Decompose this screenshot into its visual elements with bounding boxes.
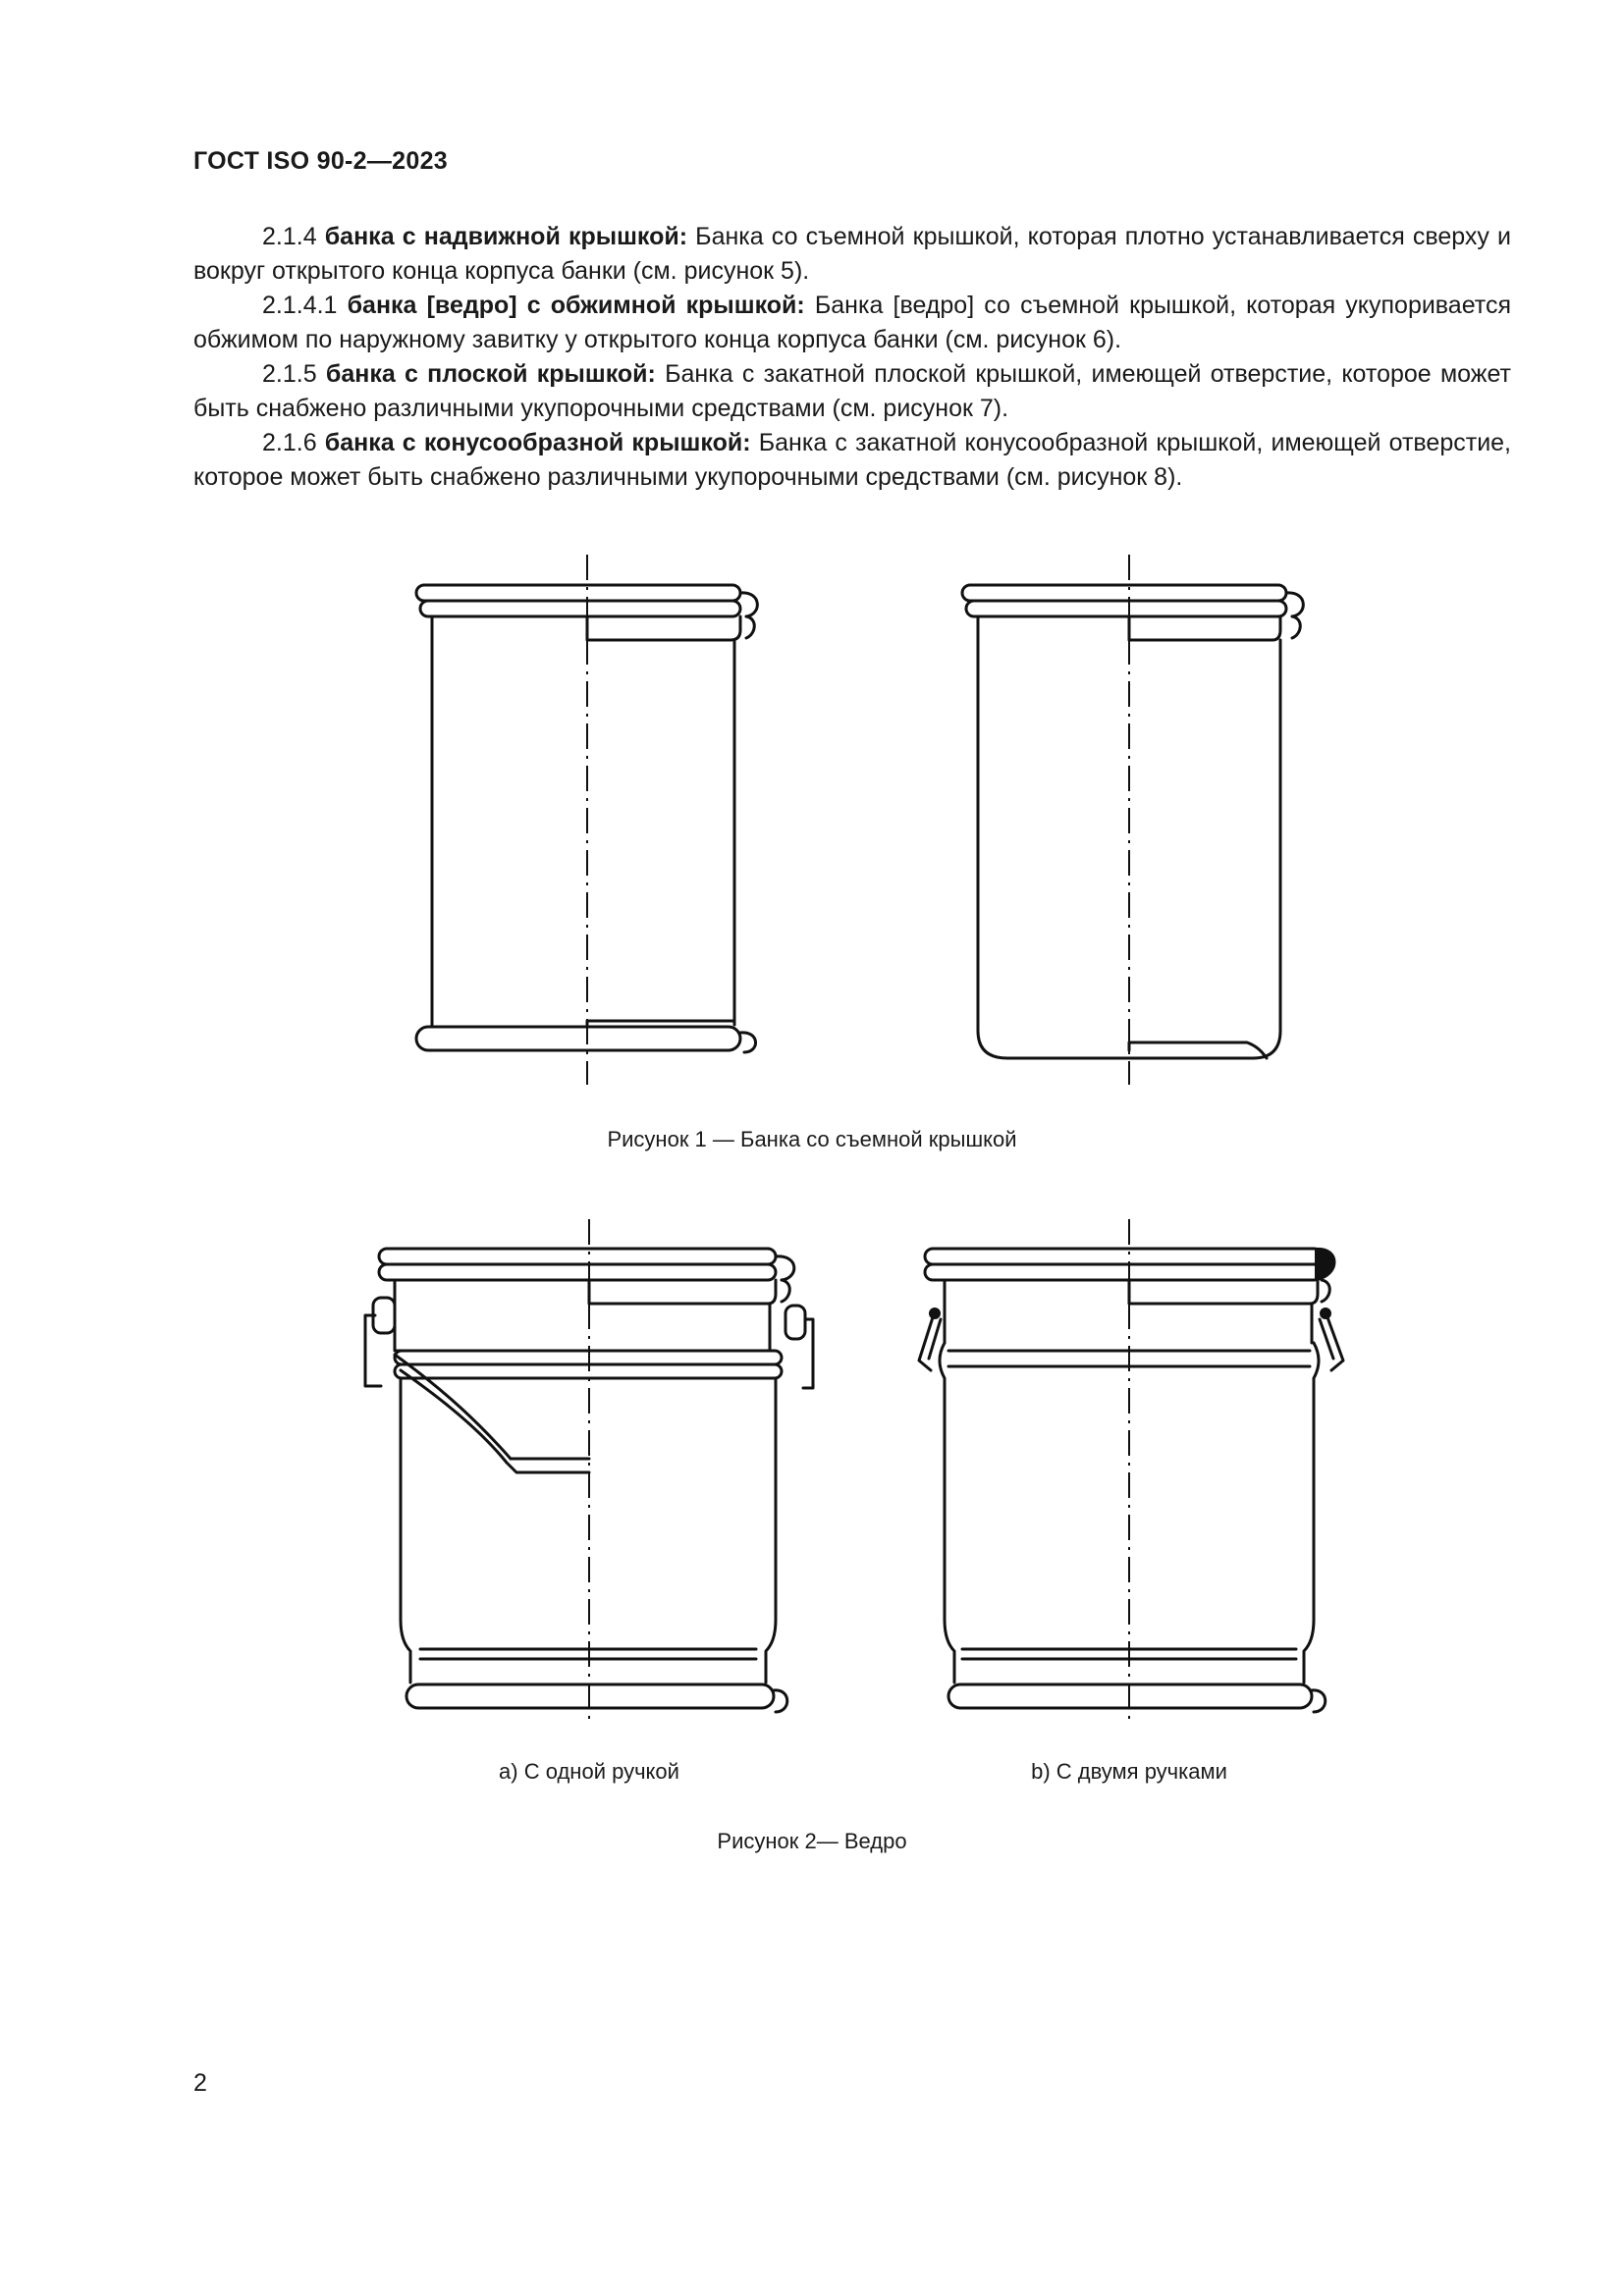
definition-text: Банка с закатной конусообразной крышкой, имеющей отверстие, которое может быть снабжено различными укупорочными средствами (см. рисунок 8). (193, 429, 1512, 491)
clause-number: 2.1.5 (262, 360, 317, 388)
page-number: 2 (193, 2069, 207, 2097)
definition-2-1-6 (193, 426, 1511, 495)
clause-number: 2.1.4.1 (262, 292, 338, 319)
definition-2-1-4 (193, 220, 1511, 289)
can-rounded-bottom (962, 555, 1303, 1085)
figure-1-drawing (0, 540, 1624, 1099)
figure-2-drawing (0, 1212, 1624, 1733)
definition-2-1-5 (193, 357, 1511, 426)
pail-one-handle (365, 1219, 813, 1726)
figure-2a-caption: а) С одной ручкой (499, 1759, 679, 1784)
clause-number: 2.1.4 (262, 223, 317, 250)
definition-text: Банка с закатной плоской крышкой, имеющей отверстие, которое может быть снабжено различными укупорочными средствами (см. рисунок 7). (193, 360, 1512, 422)
definition-text: Банка [ведро] со съемной крышкой, которая укупоривается обжимом по наружному завитку у открытого конца корпуса банки (см. рисунок 6). (193, 292, 1511, 353)
term: банка [ведро] с обжимной крышкой: (347, 292, 805, 319)
term: банка с плоской крышкой: (325, 360, 656, 388)
definition-2-1-4-1 (193, 289, 1511, 357)
figure-2-caption: Рисунок 2— Ведро (717, 1829, 907, 1853)
clause-number: 2.1.6 (262, 429, 317, 456)
figure-1-caption: Рисунок 1 — Банка со съемной крышкой (607, 1127, 1017, 1151)
term: банка с конусообразной крышкой: (324, 429, 751, 456)
term: банка с надвижной крышкой: (324, 223, 688, 250)
pail-two-handles (919, 1219, 1343, 1726)
definitions-block (193, 220, 1511, 495)
document-header: ГОСТ ISO 90-2—2023 (193, 147, 449, 175)
figure-2b-caption: b) С двумя ручками (1031, 1759, 1227, 1784)
can-straight-wall (416, 555, 757, 1085)
definition-text: Банка со съемной крышкой, которая плотно устанавливается сверху и вокруг открытого конца корпуса банки (см. рисунок 5). (193, 223, 1511, 285)
